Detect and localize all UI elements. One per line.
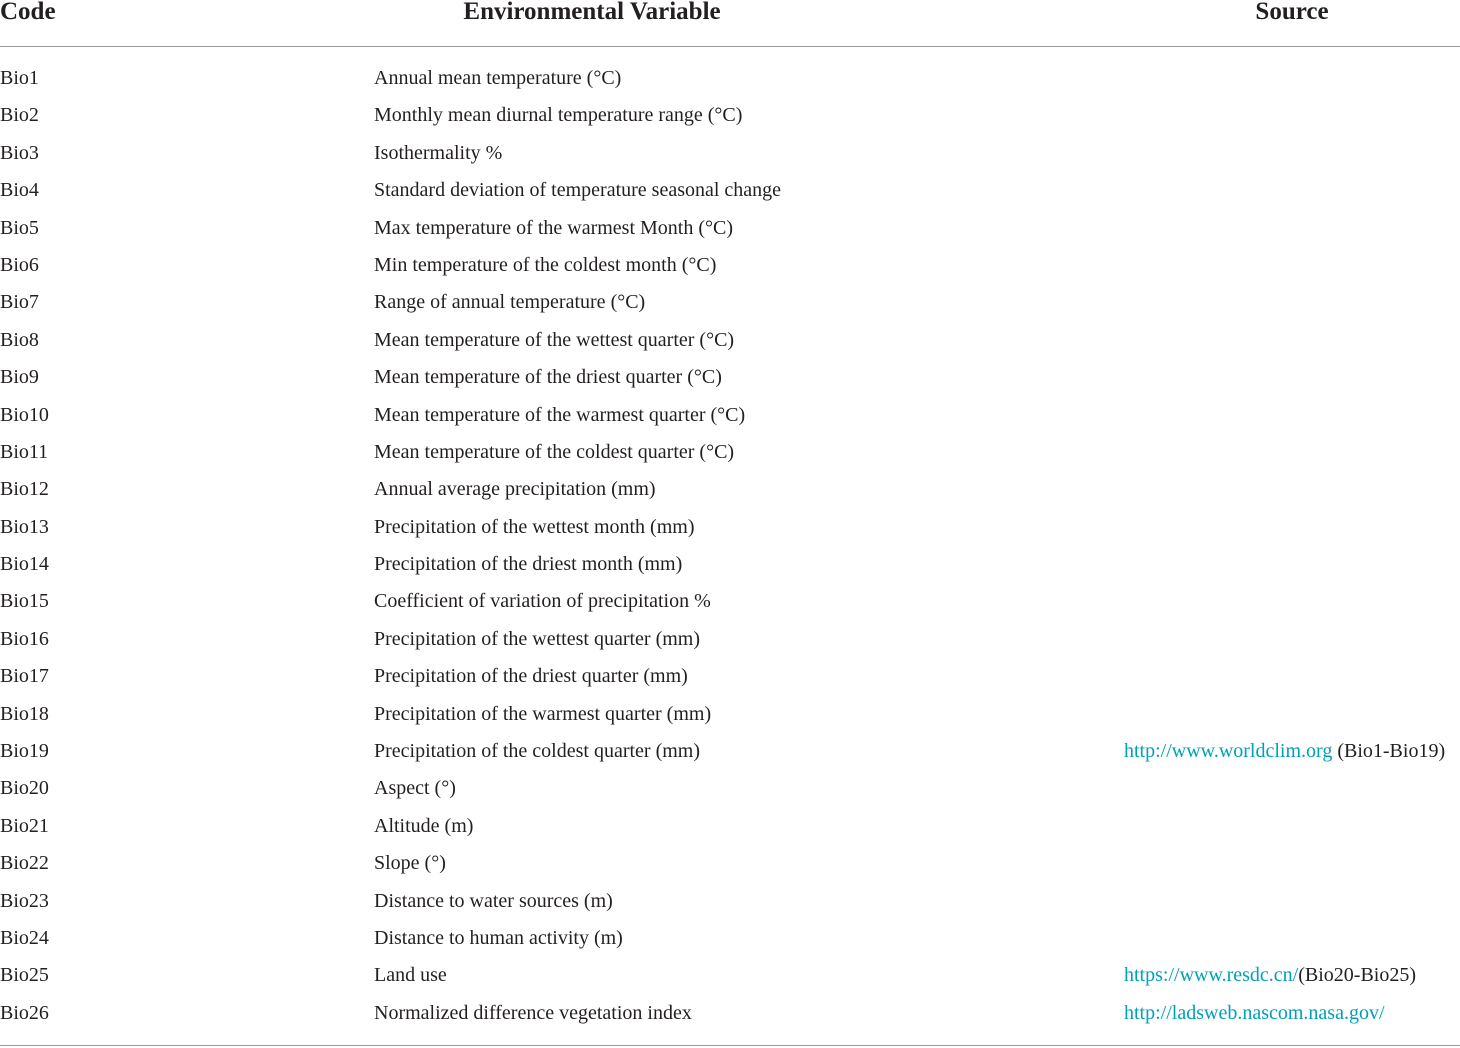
cell-variable: Mean temperature of the coldest quarter (°C): [374, 440, 735, 463]
cell-variable: Precipitation of the wettest month (mm): [374, 515, 695, 538]
cell-code: Bio9: [0, 366, 39, 389]
cell-variable: Monthly mean diurnal temperature range (°C): [374, 104, 743, 127]
table-row: [0, 247, 1460, 284]
table-row: [0, 696, 1460, 733]
cell-code: Bio25: [0, 964, 49, 987]
cell-source: [1124, 995, 1385, 1032]
cell-code: Bio6: [0, 253, 39, 276]
cell-code: Bio12: [0, 478, 49, 501]
table-header: [0, 0, 1460, 47]
cell-variable: Standard deviation of temperature seasonal change: [374, 179, 782, 202]
cell-variable: Altitude (m): [374, 814, 474, 837]
cell-variable: Precipitation of the driest month (mm): [374, 553, 683, 576]
cell-variable: Annual mean temperature (°C): [374, 67, 622, 89]
cell-variable: Land use: [374, 964, 447, 987]
cell-variable: Mean temperature of the wettest quarter (°C): [374, 328, 735, 351]
table-row: [0, 60, 1460, 97]
cell-code: Bio10: [0, 403, 49, 426]
header-code: Code: [0, 0, 56, 25]
table-row: [0, 808, 1460, 845]
table-body: [0, 60, 1460, 1032]
source-link[interactable]: http://ladsweb.nascom.nasa.gov/: [1124, 1001, 1385, 1024]
table-row: [0, 135, 1460, 172]
cell-code: Bio19: [0, 740, 49, 763]
table-row: [0, 883, 1460, 920]
table-row: [0, 210, 1460, 247]
cell-variable: Precipitation of the driest quarter (mm): [374, 665, 688, 688]
table-row: [0, 957, 1460, 994]
cell-code: Bio4: [0, 179, 39, 202]
cell-code: Bio7: [0, 291, 39, 314]
cell-variable: Annual average precipitation (mm): [374, 478, 656, 501]
cell-code: Bio11: [0, 440, 49, 463]
cell-variable: Slope (°): [374, 852, 446, 875]
cell-code: Bio14: [0, 553, 49, 576]
cell-code: Bio24: [0, 926, 49, 949]
table-row: [0, 172, 1460, 209]
cell-variable: Mean temperature of the warmest quarter (°C): [374, 403, 746, 426]
cell-code: Bio18: [0, 702, 49, 725]
cell-code: Bio20: [0, 777, 49, 800]
table-row: [0, 733, 1460, 770]
cell-code: Bio21: [0, 814, 49, 837]
cell-variable: Distance to water sources (m): [374, 889, 613, 912]
source-note: (Bio1-Bio19): [1332, 740, 1446, 763]
table-row: [0, 434, 1460, 471]
source-link[interactable]: https://www.resdc.cn/: [1124, 964, 1299, 987]
table-row: [0, 97, 1460, 134]
cell-code: Bio5: [0, 216, 39, 239]
cell-variable: Mean temperature of the driest quarter (°C): [374, 366, 722, 389]
cell-code: Bio15: [0, 590, 49, 613]
cell-variable: Range of annual temperature (°C): [374, 291, 646, 314]
cell-variable: Coefficient of variation of precipitation %: [374, 590, 711, 613]
bottom-rule: [0, 1045, 1460, 1046]
cell-code: Bio26: [0, 1001, 49, 1024]
header-source: Source: [1255, 0, 1329, 25]
header-environmental-variable: Environmental Variable: [463, 0, 721, 25]
cell-variable: Precipitation of the warmest quarter (mm): [374, 702, 712, 725]
source-note: (Bio20-Bio25): [1298, 964, 1417, 987]
cell-variable: Isothermality %: [374, 141, 503, 164]
cell-variable: Precipitation of the wettest quarter (mm): [374, 627, 701, 650]
source-link[interactable]: http://www.worldclim.org: [1124, 740, 1333, 763]
table-row: [0, 509, 1460, 546]
cell-code: Bio1: [0, 67, 39, 89]
table-row: [0, 845, 1460, 882]
cell-source: [1124, 957, 1416, 994]
table-row: [0, 471, 1460, 508]
table-row: [0, 621, 1460, 658]
cell-variable: Normalized difference vegetation index: [374, 1001, 692, 1024]
cell-variable: Min temperature of the coldest month (°C): [374, 253, 717, 276]
cell-variable: Aspect (°): [374, 777, 456, 800]
table-row: [0, 583, 1460, 620]
table-row: [0, 920, 1460, 957]
cell-code: Bio3: [0, 141, 39, 164]
table-row: [0, 359, 1460, 396]
cell-code: Bio22: [0, 852, 49, 875]
table-row: [0, 770, 1460, 807]
table-row: [0, 995, 1460, 1032]
table-row: [0, 397, 1460, 434]
cell-code: Bio2: [0, 104, 39, 127]
cell-code: Bio17: [0, 665, 49, 688]
cell-code: Bio16: [0, 627, 49, 650]
table-row: [0, 658, 1460, 695]
cell-code: Bio13: [0, 515, 49, 538]
cell-code: Bio23: [0, 889, 49, 912]
table-row: [0, 546, 1460, 583]
cell-variable: Max temperature of the warmest Month (°C): [374, 216, 734, 239]
table-row: [0, 322, 1460, 359]
cell-code: Bio8: [0, 328, 39, 351]
cell-source: [1124, 733, 1445, 770]
table-row: [0, 284, 1460, 321]
cell-variable: Distance to human activity (m): [374, 926, 623, 949]
cell-variable: Precipitation of the coldest quarter (mm): [374, 740, 701, 763]
